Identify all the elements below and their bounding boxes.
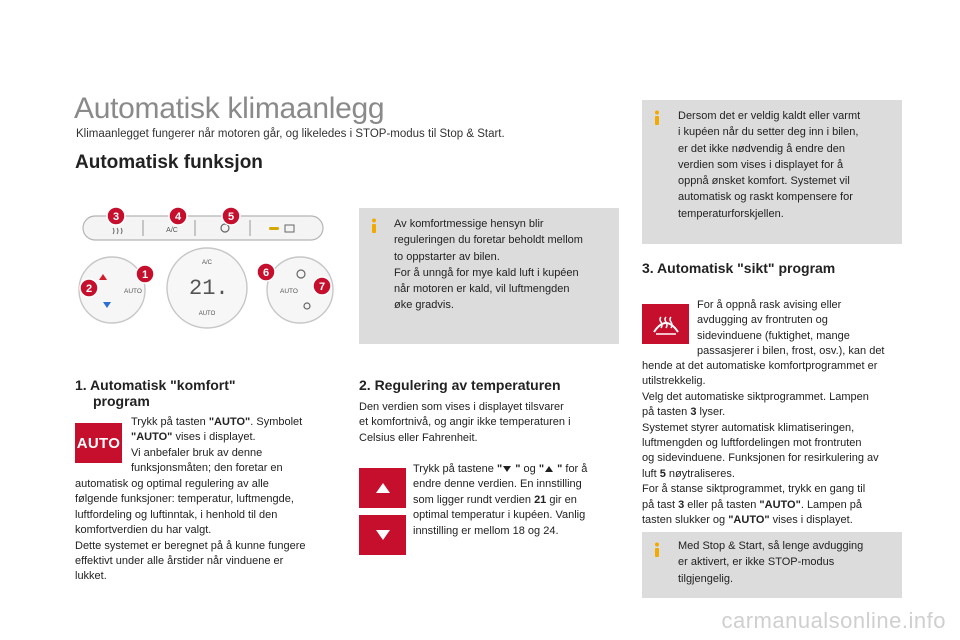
panel-label-ac-top: A/C (166, 227, 178, 234)
callout-6 (257, 263, 275, 281)
callout-2 (80, 279, 98, 297)
panel-label-auto-right: AUTO (280, 288, 298, 295)
info-text: Med Stop & Start, så lenge avdugging er aktivert, er ikke STOP-modus tilgjengelig. (678, 540, 864, 585)
info-text: Av komfortmessige hensyn blir reguleringen du foretar beholdt mellom to oppstarter av bilen. For å unngå for mye kald luft i kupéen når motoren er kald, vil luftmengden øke gradvis. (394, 218, 583, 312)
up-arrow-icon (545, 466, 553, 472)
svg-text:6: 6 (262, 267, 270, 279)
info-box-temperature-compensation (642, 100, 902, 244)
info-icon (650, 110, 664, 126)
info-box-comfort (359, 208, 619, 344)
indicator-light (269, 227, 279, 230)
callout-1 (136, 265, 154, 283)
svg-text:2: 2 (85, 283, 93, 295)
svg-text:4: 4 (174, 211, 182, 223)
page-title: Automatisk klimaanlegg (74, 92, 385, 125)
section-3-heading: 3. Automatisk "sikt" program (642, 260, 836, 276)
section-1-text: automatisk og optimal regulering av alle følgende funksjoner: temperatur, luftmengde, luftfordeling og luftinntak, i henhold til den komfortverdien du har valgt. Dette systemet er beregnet på å kunne fungere effektivt under alle årstider når vinduene er lukket. (75, 478, 306, 583)
section-1-heading-line2: program (93, 393, 150, 409)
temperature-up-icon (359, 468, 406, 508)
info-icon (367, 218, 381, 234)
info-icon (650, 542, 664, 558)
info-box-stop-start (642, 532, 902, 598)
svg-text:1: 1 (141, 269, 149, 281)
auto-button-icon: AUTO (75, 423, 122, 463)
svg-text:7: 7 (318, 281, 326, 293)
climate-panel-illustration (75, 198, 340, 336)
section-3-text-indented: For å oppnå rask avising eller avdugging av frontruten og sidevinduene (fuktighet, mange passasjerer i bilen, frost, osv.), kan det (697, 299, 885, 358)
windscreen-defrost-icon (642, 304, 689, 344)
svg-text:5: 5 (227, 211, 235, 223)
callout-4 (169, 207, 187, 225)
display-digits: 21. (189, 276, 229, 301)
svg-text:3: 3 (112, 211, 120, 223)
section-2-intro: Den verdien som vises i displayet tilsvarer et komfortnivå, og angir ikke temperaturen i Celsius eller Fahrenheit. (359, 401, 571, 444)
panel-label-auto-display: AUTO (198, 311, 216, 317)
watermark: carmanualsonline.info (721, 608, 946, 633)
panel-label-ac-display: A/C (201, 260, 213, 266)
temperature-down-icon (359, 515, 406, 555)
section-2-heading: 2. Regulering av temperaturen (359, 377, 561, 393)
section-3-text: hende at det automatiske komfortprogrammet er utilstrekkelig. Velg det automatiske siktprogrammet. Lampen på tasten 3 lyser. Systemet styrer automatisk klimatiseringen, luftmengden og luftfordelingen mot frontruten og sidevinduene. Funksjonen for resirkulering av luft 5 nøytraliseres. For å stanse siktprogrammet, trykk en gang til på tast 3 eller på tasten "AUTO". Lampen på tasten slukker og "AUTO" vises i displayet. (642, 360, 879, 527)
callout-3 (107, 207, 125, 225)
section-1-text-indented: Trykk på tasten "AUTO". Symbolet "AUTO" vises i displayet. Vi anbefaler bruk av denne funksjonsmåten; den foretar en (131, 416, 303, 475)
section-2-text: Trykk på tastene " " og " " for å endre denne verdien. En innstilling som ligger rundt verdien 21 gir en optimal temperatur i kupéen. Vanlig innstilling er mellom 18 og 24. (413, 463, 588, 537)
info-text: Dersom det er veldig kaldt eller varmt i kupéen når du setter deg inn i bilen, er det ikke nødvendig å endre den verdien som vises i displayet for å oppnå ønsket komfort. Systemet vil automatisk og raskt kompensere for temperaturforskjellen. (678, 110, 861, 220)
section-title: Automatisk funksjon (75, 152, 263, 173)
down-arrow-icon (503, 466, 511, 472)
panel-label-auto-left: AUTO (124, 288, 142, 295)
page-subtitle: Klimaanlegget fungerer når motoren går, og likeledes i STOP-modus til Stop & Start. (76, 128, 505, 140)
callout-7 (313, 277, 331, 295)
section-1-heading: 1. Automatisk "komfort" (75, 377, 236, 393)
callout-5 (222, 207, 240, 225)
